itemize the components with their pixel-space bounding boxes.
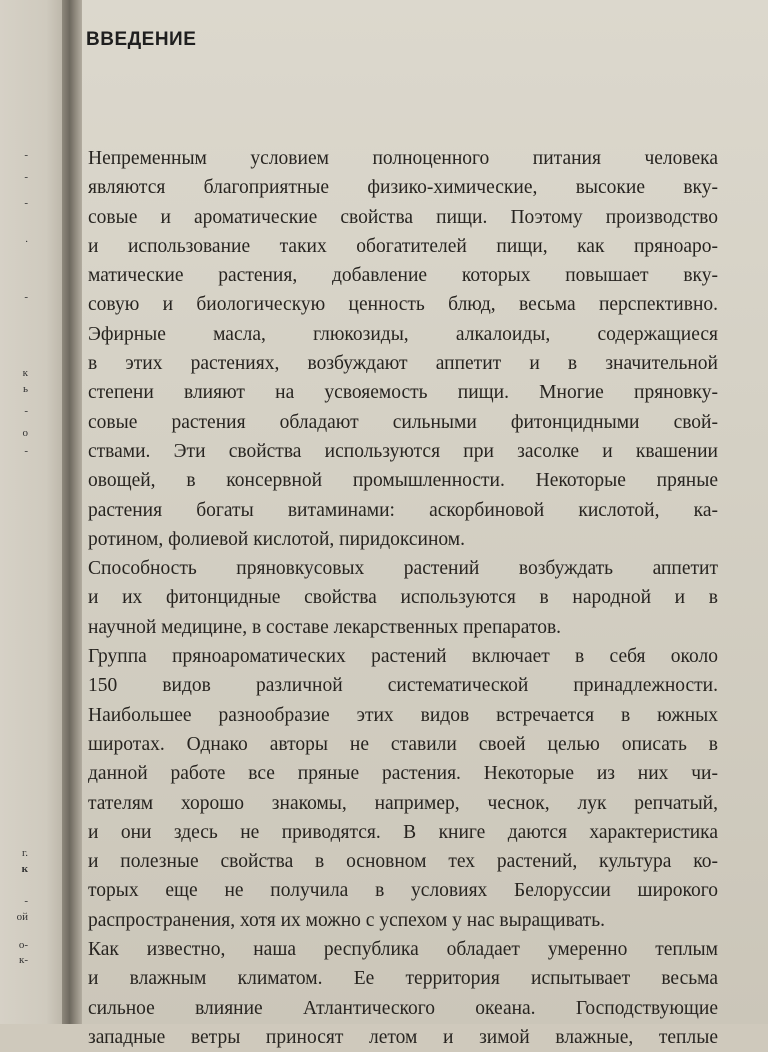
text-line: сильное влияние Атлантического океана. Господствующие	[88, 997, 718, 1019]
left-page-fragment: о-	[18, 939, 28, 951]
text-line: овощей, в консервной промышленности. Некоторые пряные	[88, 470, 718, 492]
text-line: и их фитонцидные свойства используются в народной и в	[88, 587, 718, 609]
text-line: Способность пряновкусовых растений возбуждать аппетит	[88, 558, 718, 580]
left-page-fragment: ь	[22, 383, 28, 395]
text-line: Эфирные масла, глюкозиды, алкалоиды, содержащиеся	[88, 323, 718, 345]
text-line: Наибольшее разнообразие этих видов встречается в южных	[88, 704, 718, 726]
text-line: и они здесь не приводятся. В книге даются характеристика	[88, 821, 718, 843]
left-page-fragment: к-	[18, 954, 28, 966]
text-line: являются благоприятные физико-химические, высокие вку-	[88, 177, 718, 199]
left-page-fragment: -	[24, 149, 28, 161]
left-page-fragment: .	[25, 233, 28, 245]
book-gutter	[62, 0, 84, 1024]
left-page	[0, 0, 66, 1024]
text-line: данной работе все пряные растения. Некоторые из них чи-	[88, 763, 718, 785]
left-page-fragment: -	[24, 291, 28, 303]
text-line: и влажным климатом. Ее территория испытывает весьма	[88, 968, 718, 990]
left-page-fragment: г.	[21, 847, 28, 859]
text-line: торых еще не получила в условиях Белоруссии широкого	[88, 880, 718, 902]
text-line: и полезные свойства в основном тех растений, культура ко-	[88, 851, 718, 873]
text-line: Как известно, наша республика обладает умеренно теплым	[88, 939, 718, 961]
left-page-fragment: к	[22, 367, 28, 379]
left-page-fragment: к	[21, 863, 28, 875]
body-text	[88, 144, 718, 1052]
text-line: ствами. Эти свойства используются при засолке и квашении	[88, 440, 718, 462]
left-page-fragment: -	[24, 895, 28, 907]
text-line: ротином, фолиевой кислотой, пиридоксином.	[88, 528, 466, 550]
left-page-fragment: -	[24, 171, 28, 183]
left-page-fragment: -	[24, 405, 28, 417]
text-line: растения богаты витаминами: аскорбиновой кислотой, ка-	[88, 499, 718, 521]
text-line: Группа пряноароматических растений включает в себя около	[88, 646, 718, 668]
text-line: совые и ароматические свойства пищи. Поэтому производство	[88, 206, 718, 228]
text-line: распространения, хотя их можно с успехом у нас выращивать.	[88, 909, 605, 931]
left-page-fragment: о	[22, 427, 28, 439]
text-line: совую и биологическую ценность блюд, весьма перспективно.	[88, 294, 718, 316]
text-line: научной медицине, в составе лекарственных препаратов.	[88, 616, 562, 638]
chapter-heading: ВВЕДЕНИЕ	[86, 29, 197, 50]
text-line: Непременным условием полноценного питания человека	[88, 148, 718, 169]
text-line: 150 видов различной систематической принадлежности.	[88, 675, 718, 697]
text-line: совые растения обладают сильными фитонцидными свой-	[88, 411, 718, 433]
text-line: западные ветры приносят летом и зимой влажные, теплые	[88, 1026, 718, 1048]
text-line: широтах. Однако авторы не ставили своей целью описать в	[88, 733, 718, 755]
left-page-fragment: -	[24, 197, 28, 209]
text-line: в этих растениях, возбуждают аппетит и в значительной	[88, 353, 718, 375]
text-line: матические растения, добавление которых повышает вку-	[88, 265, 718, 287]
left-page-fragment: -	[24, 445, 28, 457]
text-line: степени влияют на усвояемость пищи. Многие пряновку-	[88, 382, 718, 404]
text-line: и использование таких обогатителей пищи, как пряноаро-	[88, 235, 718, 257]
text-line: тателям хорошо знакомы, например, чеснок, лук репчатый,	[88, 792, 718, 814]
left-page-fragment: ой	[16, 911, 28, 923]
